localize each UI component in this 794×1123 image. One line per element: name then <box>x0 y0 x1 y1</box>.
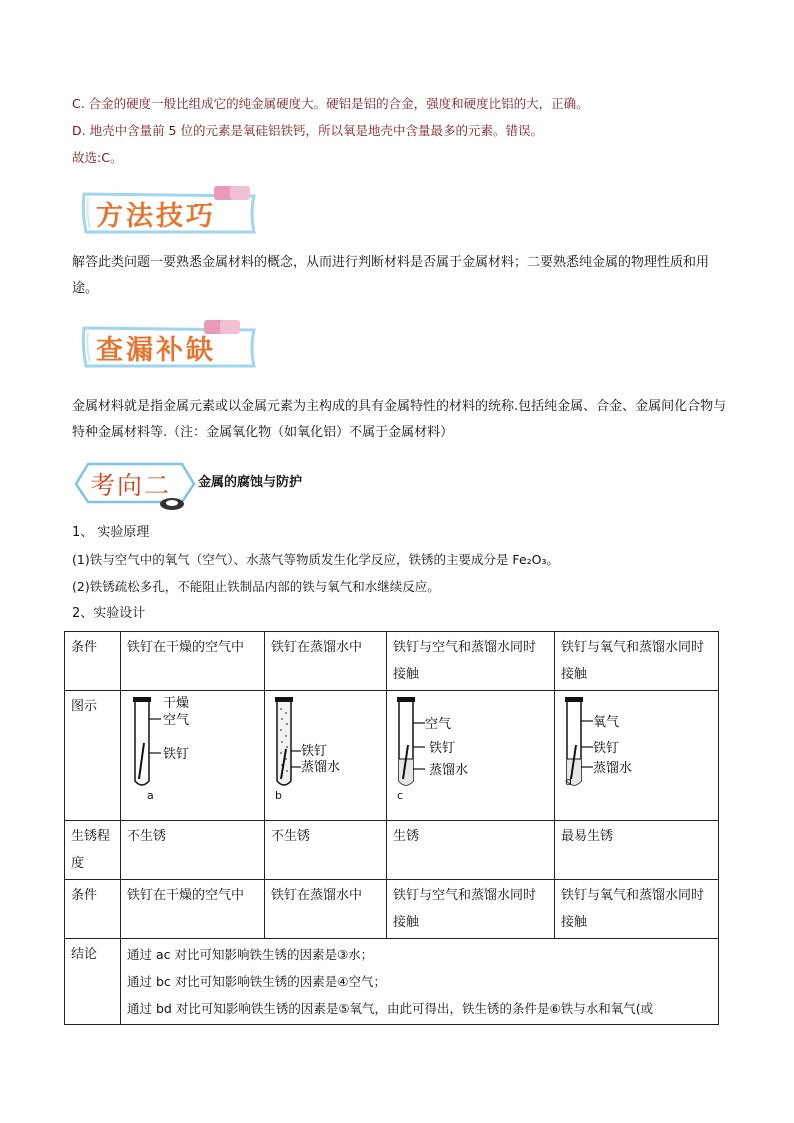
principle-2: (2)铁锈疏松多孔，不能阻止铁制品内部的铁与氧气和水继续反应。 <box>72 579 440 594</box>
tube-c-label-1: 空气 <box>425 717 452 732</box>
tube-a-label-1: 干燥 <box>163 696 190 711</box>
rust-cell: 最易生锈 <box>555 821 719 880</box>
condition-cell: 铁钉在干燥的空气中 <box>121 632 265 691</box>
principle-1: (1)铁与空气中的氧气（空气）、水蒸气等物质发生化学反应，铁锈的主要成分是 Fe₂O₃。 <box>72 552 559 567</box>
fill-paragraph: 金属材料就是指金属元素或以金属元素为主构成的具有金属特性的材料的统称.包括纯金属、合金、金属间化合物与特种金属材料等.（注：金属氧化物（如氧化铝）不属于金属材料） <box>72 399 727 440</box>
table-row <box>65 880 719 939</box>
rust-cell: 生锈 <box>387 821 555 880</box>
table-row <box>65 632 719 691</box>
option-d-text: D. 地壳中含量前 5 位的元素是氧硅铝铁钙，所以氧是地壳中含量最多的元素。错误。 <box>72 123 543 138</box>
method-banner <box>78 186 263 238</box>
heading-principle: 1、 实验原理 <box>72 525 150 540</box>
condition-cell: 铁钉与空气和蒸馏水同时接触 <box>387 632 555 691</box>
figure-caption: a <box>147 789 154 802</box>
table-row <box>65 821 719 880</box>
condition-cell: 铁钉在蒸馏水中 <box>265 880 387 939</box>
tube-d-label-2: 铁钉 <box>593 741 620 756</box>
figure-cell-a <box>121 691 265 821</box>
test-tube-d-icon <box>561 693 711 793</box>
figure-cell-b <box>265 691 387 821</box>
row-label: 条件 <box>65 880 121 939</box>
section-title: 金属的腐蚀与防护 <box>198 475 303 490</box>
conclusion-line: 通过 bd 对比可知影响铁生锈的因素是⑤氧气，由此可得出，铁生锈的条件是⑥铁与水和氧气(或 <box>127 1001 654 1016</box>
row-label: 条件 <box>65 632 121 691</box>
test-tube-c-icon <box>393 693 543 793</box>
row-label: 生锈程度 <box>65 821 121 880</box>
figure-cell-c <box>387 691 555 821</box>
tube-d-label-1: 氧气 <box>593 715 620 730</box>
tube-d-label-3: 蒸馏水 <box>593 761 633 776</box>
figure-caption: c <box>397 789 404 802</box>
table-row <box>65 691 719 821</box>
tube-a-label-3: 铁钉 <box>163 747 190 762</box>
table-row <box>65 939 719 1025</box>
experiment-table <box>64 631 719 1025</box>
paperclip-icon <box>214 186 250 200</box>
tube-a-label-2: 空气 <box>163 713 190 728</box>
method-banner-title: 方法技巧 <box>96 201 216 232</box>
rust-cell: 不生锈 <box>265 821 387 880</box>
figure-caption: d <box>565 775 572 788</box>
tube-c-label-2: 铁钉 <box>429 741 456 756</box>
condition-cell: 铁钉与氧气和蒸馏水同时接触 <box>555 880 719 939</box>
row-label: 结论 <box>65 939 121 1025</box>
answer-text: 故选:C。 <box>72 150 123 165</box>
tube-b-label-2: 蒸馏水 <box>301 760 341 775</box>
tube-c-label-3: 蒸馏水 <box>429 763 469 778</box>
figure-caption: b <box>275 789 282 802</box>
fill-banner <box>78 320 263 372</box>
condition-cell: 铁钉与空气和蒸馏水同时接触 <box>387 880 555 939</box>
test-tube-a-icon <box>127 693 247 793</box>
test-tube-b-icon <box>271 693 381 793</box>
condition-cell: 铁钉在蒸馏水中 <box>265 632 387 691</box>
section-badge <box>70 456 200 512</box>
option-c-text: C. 合金的硬度一般比组成它的纯金属硬度大。硬铝是铝的合金，强度和硬度比铝的大，正确。 <box>72 96 589 111</box>
section-badge-text: 考向二 <box>90 471 172 500</box>
conclusion-cell <box>121 939 719 1025</box>
rust-cell: 不生锈 <box>121 821 265 880</box>
condition-cell: 铁钉与氧气和蒸馏水同时接触 <box>555 632 719 691</box>
conclusion-line: 通过 ac 对比可知影响铁生锈的因素是③水； <box>127 947 374 962</box>
method-paragraph: 解答此类问题一要熟悉金属材料的概念，从而进行判断材料是否属于金属材料；二要熟悉纯金属的物理性质和用途。 <box>72 255 710 296</box>
conclusion-line: 通过 bc 对比可知影响铁生锈的因素是④空气； <box>127 974 386 989</box>
condition-cell: 铁钉在干燥的空气中 <box>121 880 265 939</box>
figure-cell-d <box>555 691 719 821</box>
tube-b-label-1: 铁钉 <box>301 744 328 759</box>
heading-design: 2、实验设计 <box>72 606 146 621</box>
row-label: 图示 <box>65 691 121 821</box>
fill-banner-title: 查漏补缺 <box>96 335 216 366</box>
